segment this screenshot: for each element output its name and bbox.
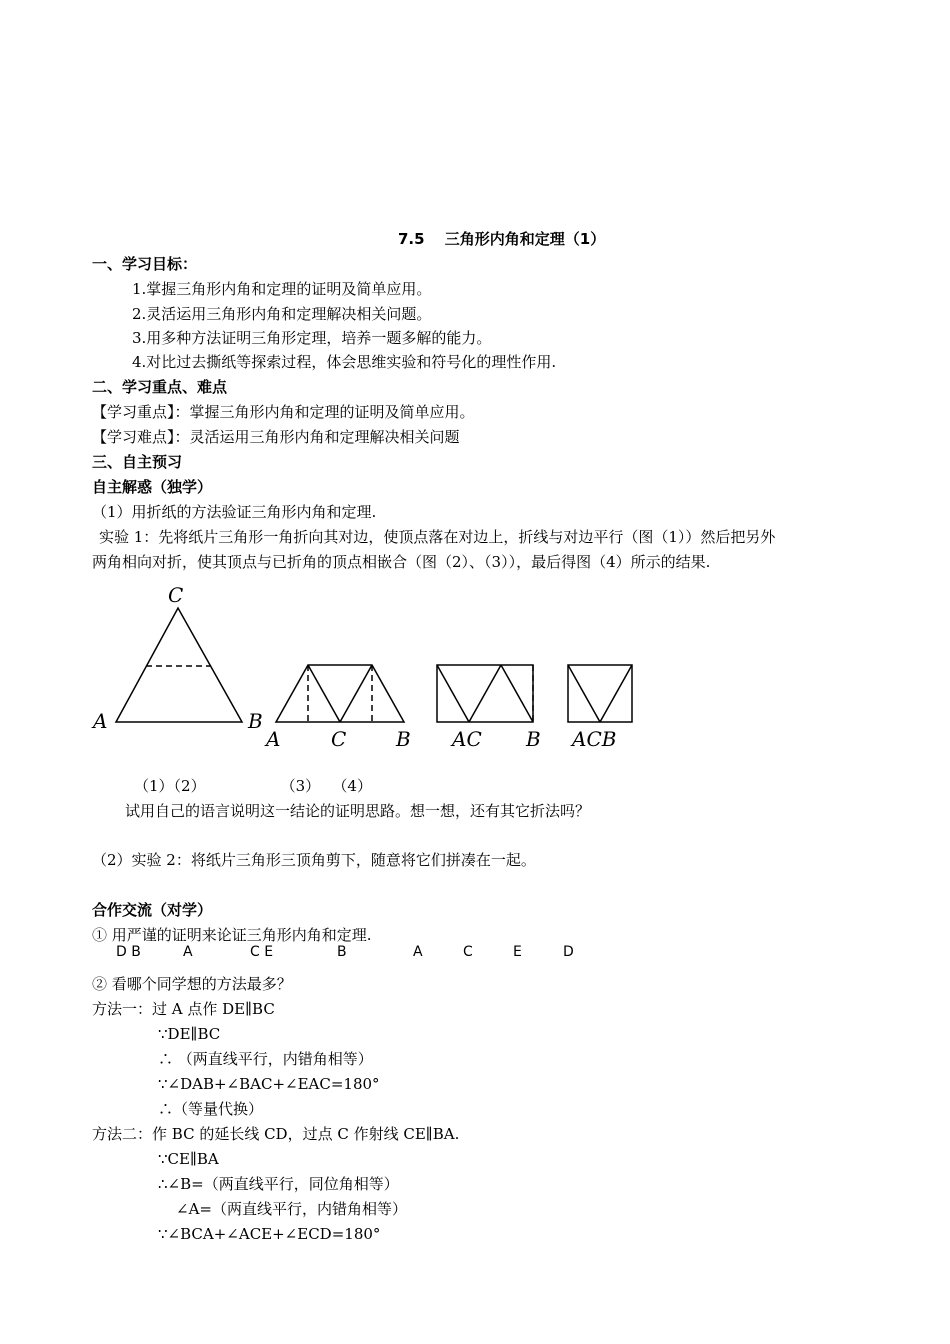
- think-question: 试用自己的语言说明这一结论的证明思路。想一想，还有其它折法吗？: [125, 802, 591, 820]
- figure-letter: A: [413, 944, 423, 960]
- method2-label: 方法二：作 BC 的延长线 CD，过点 C 作射线 CE∥BA.: [92, 1125, 460, 1143]
- method1-step: ∴ （两直线平行，内错角相等）: [158, 1050, 373, 1068]
- fig3-label-ac: AC: [452, 727, 482, 751]
- fig3-label-b: B: [526, 727, 541, 751]
- figure-letter: C: [463, 944, 473, 960]
- method2-step: ∵CE∥BA: [158, 1150, 219, 1168]
- method1-step: ∵∠DAB+∠BAC+∠EAC=180°: [158, 1075, 380, 1093]
- fig1-label-b: B: [248, 709, 263, 733]
- figure-letter: A: [183, 944, 193, 960]
- figure-letter: D B: [116, 944, 141, 960]
- objective-item-4: 4.对比过去撕纸等探索过程，体会思维实验和符号化的理性作用.: [132, 353, 557, 371]
- experiment1-line2: 两角相向对折，使其顶点与已折角的顶点相嵌合（图（2）、（3）），最后得图（4）所示的结果.: [92, 553, 711, 571]
- section3-subheading: 自主解惑（独学）: [92, 478, 213, 496]
- fig4-label-acb: ACB: [572, 727, 617, 751]
- method1-step: ∵DE∥BC: [158, 1025, 221, 1043]
- method1-step: ∴（等量代换）: [158, 1100, 264, 1118]
- figure-letter: B: [337, 944, 347, 960]
- key-point: 【学习重点】：掌握三角形内角和定理的证明及简单应用。: [92, 403, 475, 421]
- method2-step: ∵∠BCA+∠ACE+∠ECD=180°: [158, 1225, 381, 1243]
- difficulty-point: 【学习难点】：灵活运用三角形内角和定理解决相关问题: [92, 428, 460, 446]
- fig2-label-b: B: [396, 727, 411, 751]
- folding-figures: [0, 580, 950, 760]
- figure-letter: E: [513, 944, 522, 960]
- method1-label: 方法一：过 A 点作 DE∥BC: [92, 1000, 275, 1018]
- experiment2: （2）实验 2：将纸片三角形三顶角剪下，随意将它们拼凑在一起。: [92, 851, 536, 869]
- fig1-label-a: A: [93, 709, 108, 733]
- figure-3-folded: [437, 665, 533, 722]
- figure-letter: D: [563, 944, 574, 960]
- question-1: ① 用严谨的证明来论证三角形内角和定理.: [92, 926, 372, 944]
- method2-step: ∠A=（两直线平行，内错角相等）: [176, 1200, 407, 1218]
- section1-heading: 一、学习目标：: [92, 255, 198, 273]
- figure-4-folded: [568, 665, 632, 722]
- fold-paragraph: （1）用折纸的方法验证三角形内角和定理.: [92, 503, 377, 521]
- figure-letter: C E: [250, 944, 274, 960]
- page-title: 7.5 三角形内角和定理（1）: [398, 230, 606, 248]
- fig2-label-c: C: [331, 727, 347, 751]
- figure-captions: （1）（2） （3） （4）: [134, 777, 372, 795]
- section2-heading: 二、学习重点、难点: [92, 378, 228, 396]
- objective-item-1: 1.掌握三角形内角和定理的证明及简单应用。: [132, 280, 432, 298]
- question-2: ② 看哪个同学想的方法最多？: [92, 975, 292, 993]
- figure-1-triangle: [116, 608, 242, 722]
- fig2-label-a: A: [266, 727, 281, 751]
- objective-item-3: 3.用多种方法证明三角形定理，培养一题多解的能力。: [132, 329, 492, 347]
- section4-heading: 合作交流（对学）: [92, 901, 213, 919]
- figure-2-folded: [276, 665, 404, 722]
- section3-heading: 三、自主预习: [92, 453, 183, 471]
- method2-step: ∴∠B=（两直线平行，同位角相等）: [158, 1175, 399, 1193]
- fig1-label-c: C: [168, 583, 184, 607]
- objective-item-2: 2.灵活运用三角形内角和定理解决相关问题。: [132, 305, 432, 323]
- experiment1-line1: 实验 1：先将纸片三角形一角折向其对边，使顶点落在对边上，折线与对边平行（图（1））然后把另外: [99, 528, 776, 546]
